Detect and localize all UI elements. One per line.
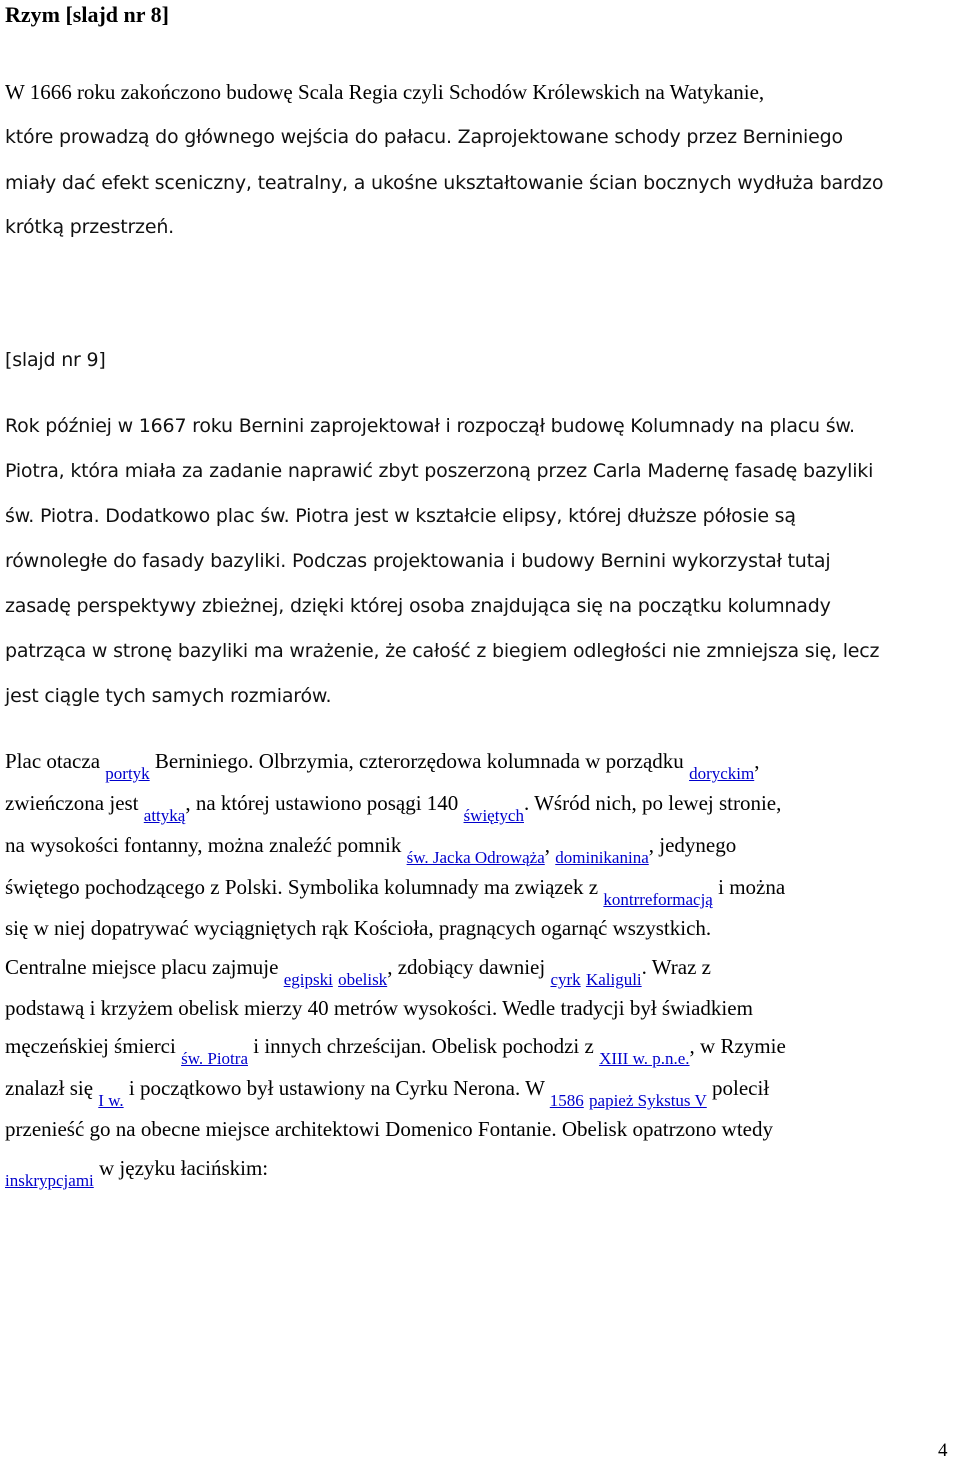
text-line: Rok później w 1667 roku Bernini zaprojektował i rozpoczął budowę Kolumnady na placu św. [5, 415, 855, 437]
link-dominikanina[interactable]: dominikanina [555, 848, 649, 867]
link-obelisk[interactable]: obelisk [338, 970, 388, 989]
text-line: podstawą i krzyżem obelisk mierzy 40 metrów wysokości. Wedle tradycji był świadkiem [5, 996, 753, 1020]
link-cyrk[interactable]: cyrk [550, 970, 581, 989]
text-line: przenieść go na obecne miejsce architektowi Domenico Fontanie. Obelisk opatrzono wtedy [5, 1117, 773, 1141]
text-line: męczeńskiej śmierci $_{św. Piotra}$ i innych chrześcijan. Obelisk pochodzi z $_{XIII w. p.n.e.}$, w Rzymie [5, 1034, 786, 1068]
text-line: św. Piotra. Dodatkowo plac św. Piotra jest w kształcie elipsy, której dłuższe półosie są [5, 505, 796, 527]
link-inskrypcjami[interactable]: inskrypcjami [5, 1171, 94, 1190]
text-line: Plac otacza $_{portyk}$ Berniniego. Olbrzymia, czterorzędowa kolumnada w porządku $_{doryckim}$, [5, 749, 760, 783]
slide-label: [slajd nr 9] [5, 349, 106, 371]
text-line: W 1666 roku zakończono budowę Scala Regia czyli Schodów Królewskich na Watykanie, [5, 80, 765, 104]
text-line: $_{inskrypcjami}$ w języku łacińskim: [5, 1156, 269, 1190]
link-kaliguli[interactable]: Kaliguli [585, 970, 642, 989]
link-xiii-w-pne[interactable]: XIII w. p.n.e. [599, 1049, 690, 1068]
text-line: patrząca w stronę bazyliki ma wrażenie, że całość z biegiem odległości nie zmniejsza się, lecz [5, 640, 880, 662]
link-attyka[interactable]: attyką [143, 806, 186, 825]
link-papiez-sykstus-v[interactable]: papież Sykstus V [589, 1091, 707, 1110]
link-sw-piotra[interactable]: św. Piotra [181, 1049, 248, 1068]
link-sw-jacka-odrowaza[interactable]: św. Jacka Odrowąża [406, 848, 545, 867]
link-portyk[interactable]: portyk [105, 764, 150, 783]
link-1586[interactable]: 1586 [549, 1091, 584, 1110]
text-line: jest ciągle tych samych rozmiarów. [5, 685, 332, 707]
link-kontrreformacja[interactable]: kontrreformacją [603, 890, 713, 909]
link-egipski[interactable]: egipski [283, 970, 333, 989]
text-line: świętego pochodzącego z Polski. Symbolika kolumnady ma związek z $_{kontrreformacją}$ i można [5, 875, 786, 909]
text-line: znalazł się $_{I w.}$ i początkowo był ustawiony na Cyrku Nerona. W $_{1586}$ $_{papież Sykstus V}$ polecił [5, 1076, 770, 1110]
section-heading: Rzym [slajd nr 8] [5, 2, 169, 27]
text-line: krótką przestrzeń. [5, 216, 174, 238]
text-line: które prowadzą do głównego wejścia do pałacu. Zaprojektowane schody przez Berniniego [5, 126, 843, 148]
text-line: równoległe do fasady bazyliki. Podczas projektowania i budowy Bernini wykorzystał tutaj [5, 550, 831, 572]
text-line: zwieńczona jest $_{attyką}$, na której ustawiono posągi 140 $_{świętych}$. Wśród nich, po lewej stronie, [5, 791, 782, 825]
link-swietych[interactable]: świętych [463, 806, 524, 825]
text-line: zasadę perspektywy zbieżnej, dzięki której osoba znajdująca się na początku kolumnady [5, 595, 831, 617]
link-doryckim[interactable]: doryckim [689, 764, 755, 783]
text-line: Centralne miejsce placu zajmuje $_{egipski}$ $_{obelisk}$, zdobiący dawniej $_{cyrk}$ $_{Kaliguli}$. Wraz z [5, 955, 711, 989]
link-i-w[interactable]: I w. [98, 1091, 124, 1110]
text-line: Piotra, która miała za zadanie naprawić zbyt poszerzoną przez Carla Madernę fasadę bazyliki [5, 460, 874, 482]
text-line: miały dać efekt sceniczny, teatralny, a ukośne ukształtowanie ścian bocznych wydłuża bardzo [5, 172, 884, 194]
text-line: się w niej dopatrywać wyciągniętych rąk Kościoła, pragnących ogarnąć wszystkich. [5, 916, 712, 940]
text-line: na wysokości fontanny, można znaleźć pomnik $_{św. Jacka Odrowąża}$, $_{dominikanina}$, jedynego [5, 833, 737, 867]
page-number: 4 [938, 1440, 948, 1461]
